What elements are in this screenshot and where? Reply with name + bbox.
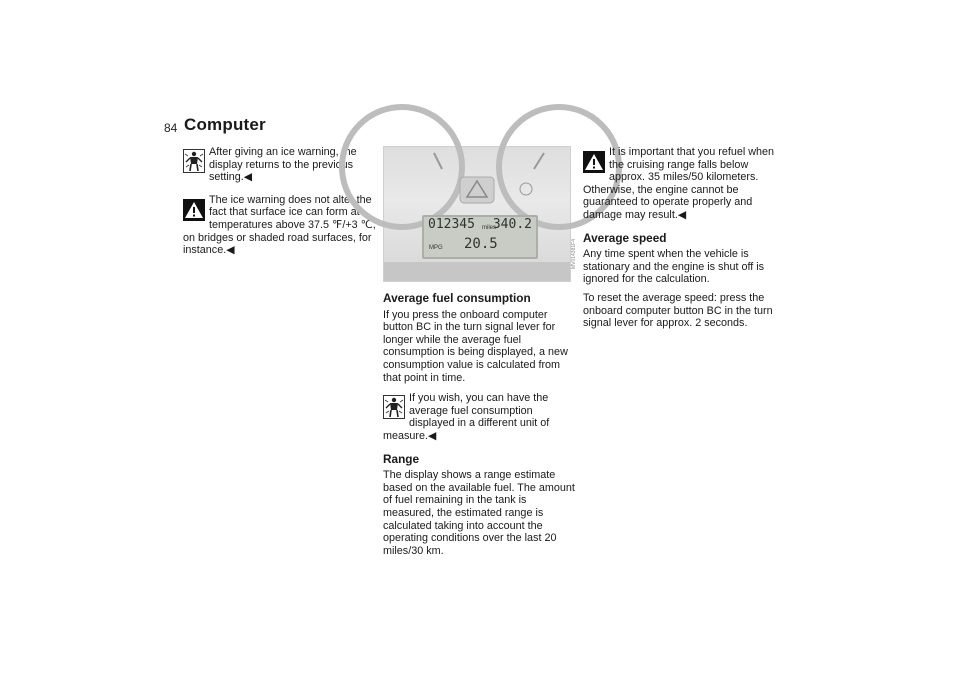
avg-fuel-body: If you press the onboard computer button BC in the turn signal lever for longer while the average fuel consumption is being displayed, a new consumption value is calculated from that point in time. bbox=[383, 308, 568, 384]
column-right bbox=[583, 146, 779, 336]
avg-speed-heading: Average speed bbox=[583, 230, 667, 245]
mpg-unit: MPG bbox=[429, 245, 443, 251]
column-middle bbox=[383, 146, 579, 563]
instrument-cluster-image bbox=[383, 146, 577, 282]
info-person-icon bbox=[383, 395, 405, 419]
range-heading: Range bbox=[383, 451, 420, 466]
avg-fuel-heading: Average fuel consumption bbox=[383, 291, 531, 305]
avg-speed-reset: To reset the average speed: press the onboard computer button BC in the turn signal lever for approx. 2 seconds. bbox=[583, 291, 773, 330]
hint-note bbox=[183, 146, 379, 184]
avg-speed-body: Any time spent when the vehicle is stationary and the engine is shut off is ignored for the calculation. bbox=[583, 248, 765, 286]
display-panel bbox=[422, 215, 538, 259]
range-body: The display shows a range estimate based on the available fuel. The amount of fuel remaining in the tank is measured, the estimated range is calculated taking into account the operating conditions over the last 20 miles/30 km. bbox=[383, 469, 575, 557]
figure-code: MV014381F4 bbox=[571, 239, 577, 270]
info-person-icon bbox=[183, 149, 205, 173]
warning-note bbox=[583, 146, 779, 222]
warning-triangle-icon bbox=[183, 199, 205, 223]
warning-text: It is important that you refuel when the cruising range falls below approx. 35 miles/50 kilometers. Otherwise, the engine cannot be guaranteed to operate properly and damage may result.◀ bbox=[583, 146, 775, 221]
hint-text: After giving an ice warning, the display returns to the previous setting.◀ bbox=[209, 146, 357, 184]
odometer-value: 012345 bbox=[428, 217, 475, 232]
warning-triangle-icon bbox=[583, 151, 605, 175]
page-title: Computer bbox=[184, 115, 266, 134]
miles-unit: miles bbox=[482, 225, 497, 231]
warning-text: The ice warning does not alter the fact that surface ice can form at temperatures above 37.5 ℉/+3 ℃, on bridges or shaded road surfaces, for instance.◀ bbox=[183, 193, 376, 257]
page-number: 84 bbox=[164, 121, 178, 135]
hint-note bbox=[383, 392, 579, 442]
column-left bbox=[183, 146, 379, 267]
mpg-value: 20.5 bbox=[464, 236, 498, 252]
warning-note bbox=[183, 194, 379, 257]
hint-text: If you wish, you can have the average fuel consumption displayed in a different unit of measure.◀ bbox=[383, 392, 550, 442]
trip-value: 340.2 bbox=[492, 217, 532, 232]
